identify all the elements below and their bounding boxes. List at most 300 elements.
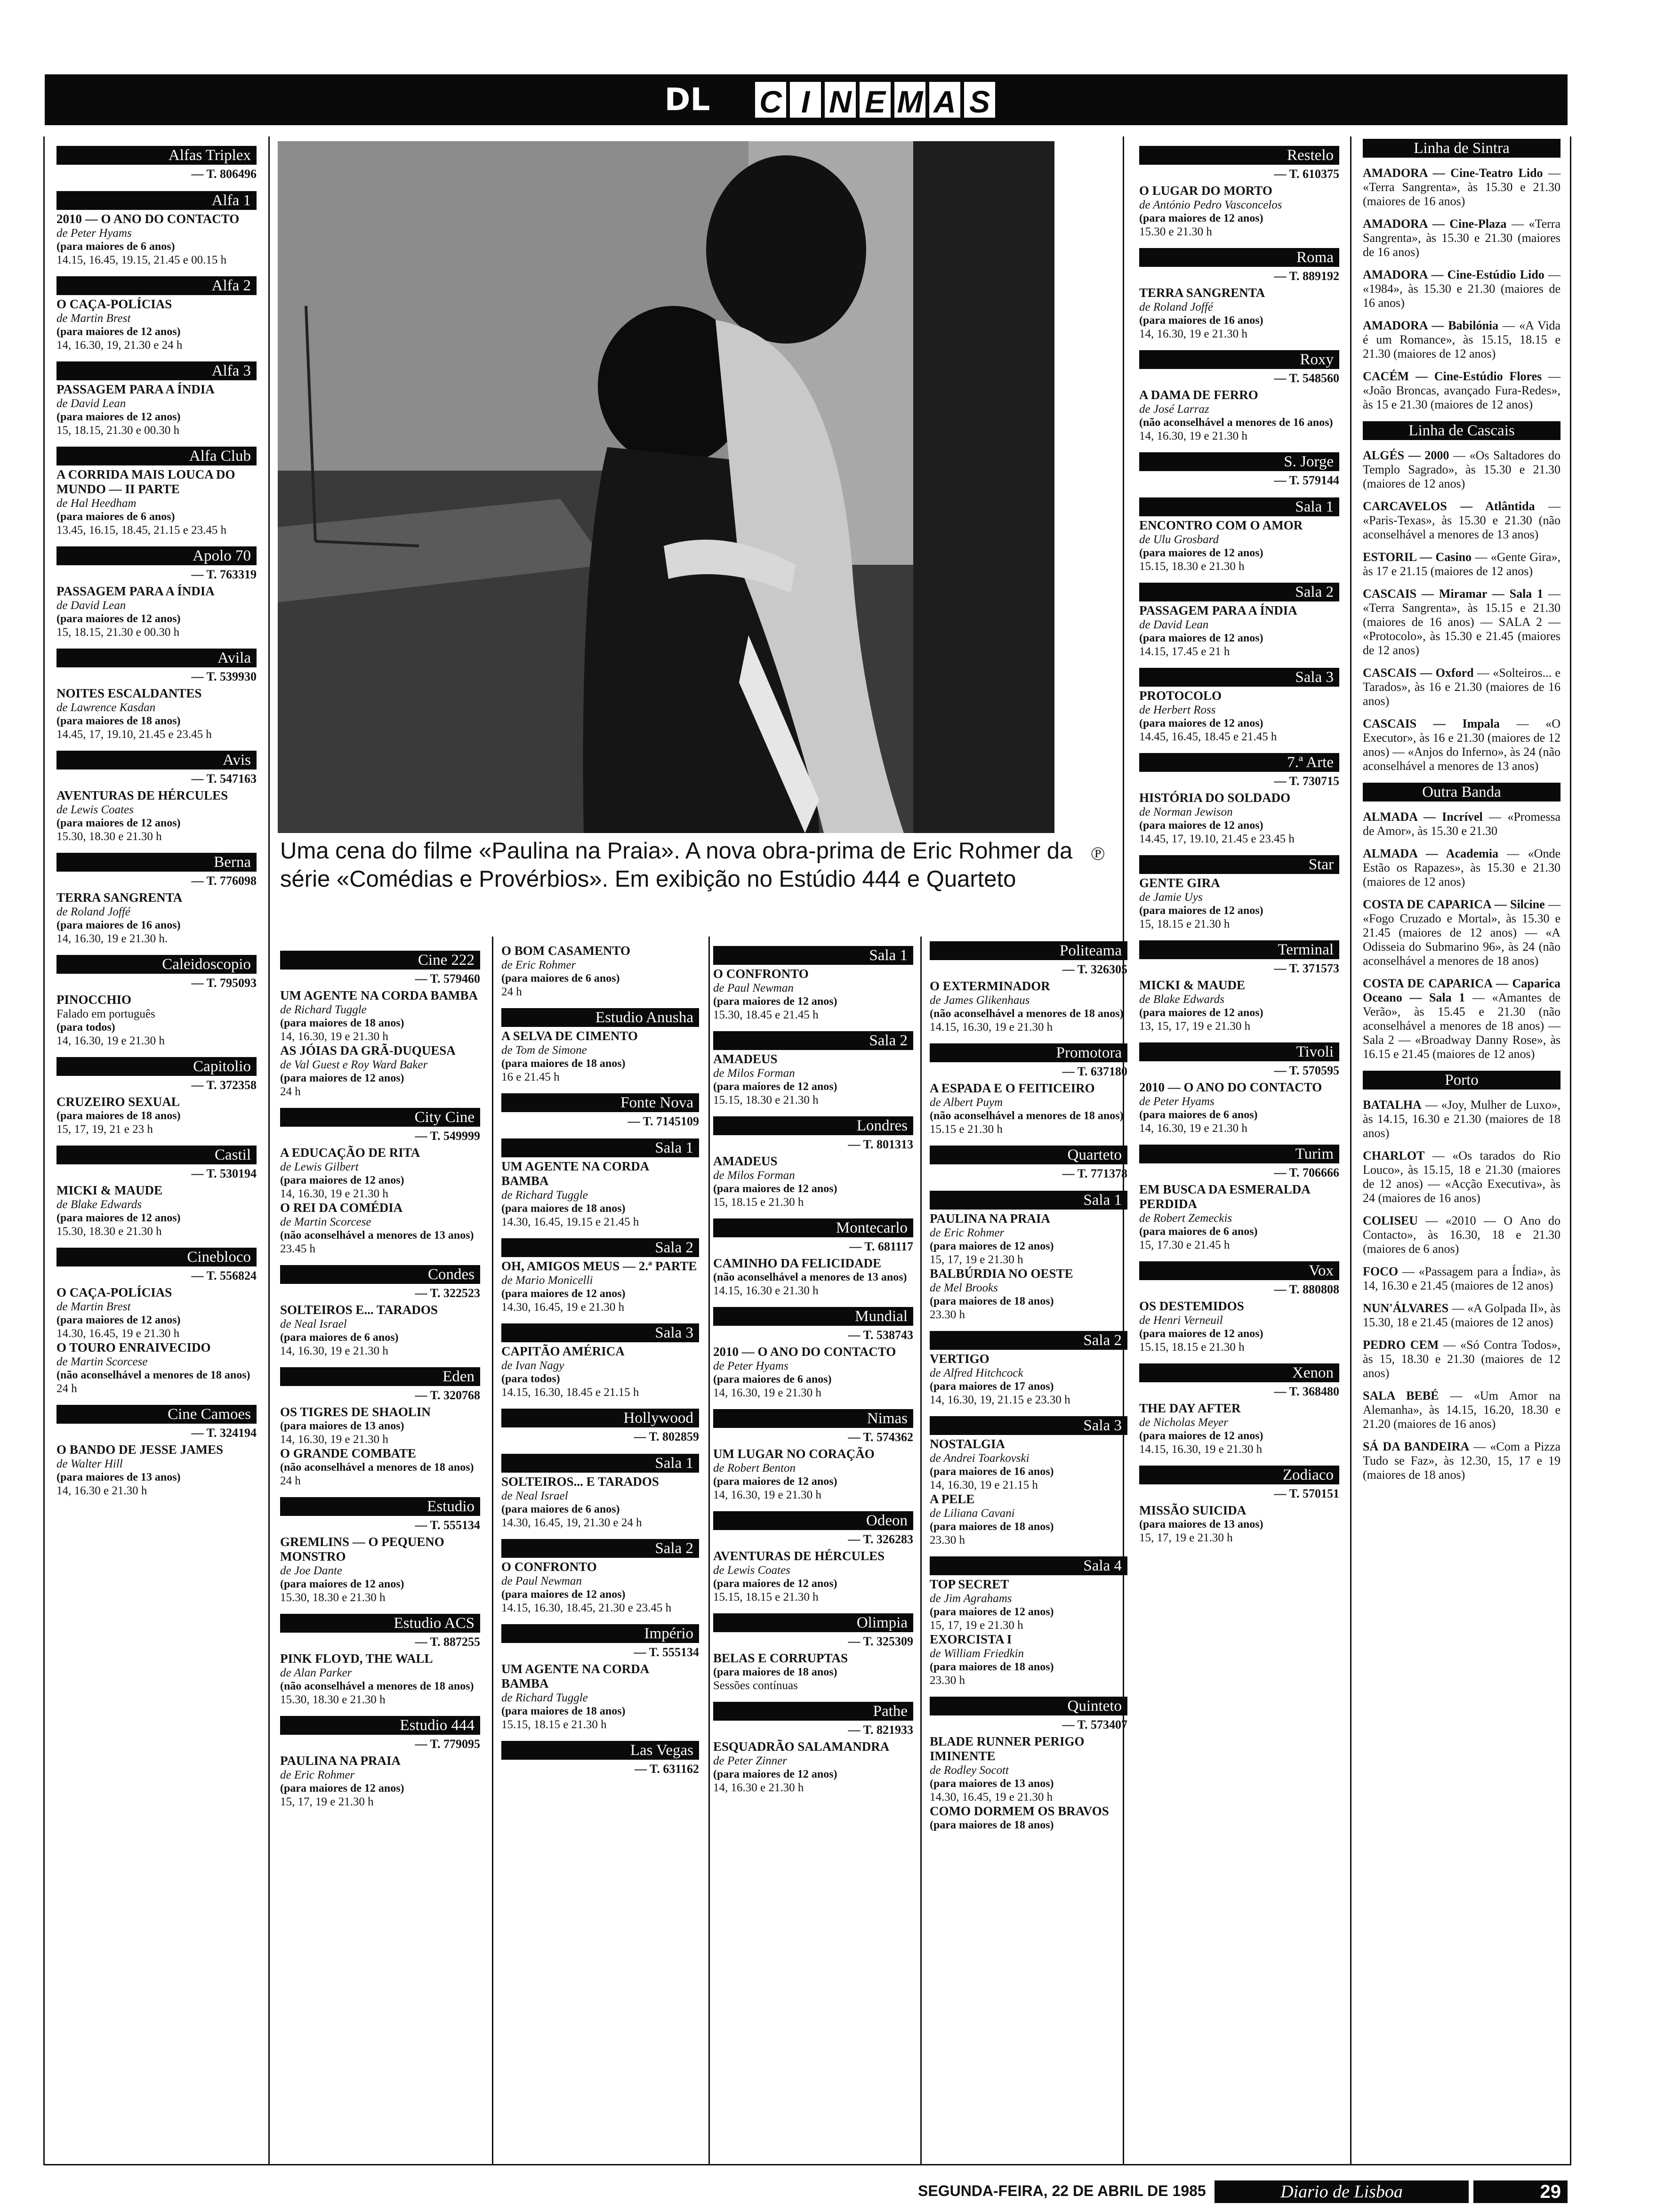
cinema-listing — [501, 1238, 699, 1314]
phone-number: — T. 637180 — [1062, 1065, 1127, 1078]
film-director: de Hal Heedham — [56, 497, 137, 510]
showtimes: 14, 16.30, 19 e 21.30 h — [280, 1030, 388, 1043]
film-title: SOLTEIROS E... TARADOS — [280, 1303, 438, 1317]
film-director: de Blake Edwards — [1139, 993, 1224, 1006]
cinema-listing — [501, 1008, 699, 1084]
phone-number: — T. 368480 — [1274, 1385, 1339, 1398]
film-title: PASSAGEM PARA A ÍNDIA — [1139, 603, 1297, 617]
phone-number: — T. 806496 — [191, 167, 257, 181]
phone-number: — T. 538743 — [848, 1328, 913, 1342]
showtimes: 14, 16.30, 19 e 21.30 h — [1139, 1122, 1247, 1135]
cinema-name-header: Sala 3 — [930, 1416, 1127, 1435]
cinema-listing — [713, 1218, 913, 1298]
venue-name: SÁ DA BANDEIRA — [1363, 1440, 1470, 1453]
title-letter: N — [823, 80, 858, 120]
phone-number: — T. 556824 — [191, 1269, 257, 1282]
phone-number: — T. 779095 — [415, 1737, 480, 1751]
age-classification: (para maiores de 12 anos) — [56, 817, 181, 829]
region-listing — [1363, 217, 1560, 259]
age-classification: (para maiores de 6 anos) — [56, 240, 175, 253]
cinema-listing — [501, 1323, 699, 1399]
venue-program: — «O Executor», às 16 e 21.30 (maiores de 12 anos) — «Anjos do Inferno», às 24 (não aconselhável a menores de 13 anos) — [1363, 717, 1561, 773]
age-classification: (para maiores de 16 anos) — [930, 1466, 1054, 1478]
film-director: de David Lean — [1139, 618, 1209, 631]
age-classification: (para maiores de 6 anos) — [280, 1331, 399, 1344]
phone-number: — T. 549999 — [415, 1129, 480, 1143]
column-rule — [268, 136, 270, 2165]
age-classification: (não aconselhável a menores de 18 anos) — [280, 1680, 474, 1692]
film-title: O BOM CASAMENTO — [501, 944, 631, 958]
film-title: UM AGENTE NA CORDA BAMBA — [501, 1662, 649, 1691]
section-masthead — [45, 74, 1568, 125]
cinema-listing — [713, 1307, 913, 1400]
title-letter: E — [858, 80, 893, 120]
phone-number: — T. 821933 — [848, 1723, 913, 1737]
page-footer — [918, 2180, 1568, 2204]
cinema-name-header: S. Jorge — [1139, 452, 1339, 471]
venue-program: — «Paris-Texas», às 15.30 e 21.30 (não aconselhável a menores de 13 anos) — [1363, 499, 1561, 541]
venue-program: — «Só Contra Todos», às 15, 18.30 e 21.30 (maiores de 12 anos) — [1363, 1338, 1560, 1380]
age-classification: (para maiores de 12 anos) — [56, 613, 181, 625]
film-director: de Lawrence Kasdan — [56, 701, 156, 714]
film-title: CAMINHO DA FELICIDADE — [713, 1256, 882, 1270]
age-classification: (para maiores de 13 anos) — [280, 1420, 404, 1432]
film-title: CAPITÃO AMÉRICA — [501, 1344, 625, 1358]
film-title: UM LUGAR NO CORAÇÃO — [713, 1447, 875, 1461]
cinema-listing — [501, 1539, 699, 1615]
film-director: de Alan Parker — [280, 1667, 352, 1679]
cinema-listing — [56, 546, 257, 639]
film-director: de Tom de Simone — [501, 1044, 587, 1057]
phone-number: — T. 795093 — [191, 976, 257, 990]
film-title: 2010 — O ANO DO CONTACTO — [56, 212, 240, 226]
cinema-listing — [713, 1702, 913, 1795]
venue-name: CASCAIS — Impala — [1363, 717, 1500, 730]
cinema-listing — [713, 1511, 913, 1604]
film-title: TERRA SANGRENTA — [56, 890, 183, 905]
showtimes: 14.15, 16.30, 19 e 21.30 h — [930, 1021, 1053, 1034]
cinema-name-header: Politeama — [930, 941, 1127, 960]
venue-program: — «Terra Sangrenta», às 15.30 e 21.30 (maiores de 16 anos) — [1363, 217, 1561, 259]
film-title: OS DESTEMIDOS — [1139, 1299, 1244, 1313]
cinema-listing — [930, 1556, 1127, 1687]
showtimes: 23.30 h — [930, 1674, 965, 1687]
venue-program: — «Com a Pizza Tudo se Faz», às 12.30, 15, 17 e 19 (maiores de 18 anos) — [1363, 1440, 1560, 1482]
age-classification: (para maiores de 12 anos) — [1139, 1007, 1263, 1019]
showtimes: 15, 17, 19 e 21.30 h — [930, 1619, 1023, 1632]
cinema-name-header: Estudio — [280, 1497, 480, 1516]
age-classification: (para maiores de 12 anos) — [280, 1174, 404, 1186]
age-classification: (para maiores de 18 anos) — [501, 1202, 626, 1215]
film-director: de Peter Hyams — [1139, 1095, 1215, 1108]
venue-name: BATALHA — [1363, 1098, 1422, 1112]
cinema-name-header: Promotora — [930, 1043, 1127, 1062]
cinema-name-header: Star — [1139, 855, 1339, 874]
venue-name: CACÉM — Cine-Estúdio Flores — [1363, 369, 1542, 383]
cinema-listing — [713, 1116, 913, 1209]
film-director: de Albert Puym — [930, 1096, 1003, 1109]
cinema-listing — [280, 1108, 480, 1256]
cinema-name-header: Estudio Anusha — [501, 1008, 699, 1027]
cinema-name-header: Hollywood — [501, 1409, 699, 1427]
cinema-name-header: Terminal — [1139, 940, 1339, 959]
cinema-listing — [280, 1497, 480, 1604]
cinema-name-header: Sala 4 — [930, 1556, 1127, 1575]
cinema-listing — [1139, 1466, 1339, 1545]
film-director: de Paul Newman — [501, 1575, 582, 1587]
showtimes: 13.45, 16.15, 18.45, 21.15 e 23.45 h — [56, 524, 227, 537]
cinema-name-header: Sala 2 — [501, 1238, 699, 1257]
column-rule — [492, 937, 493, 2165]
venue-name: COSTA DE CAPARICA — Silcine — [1363, 898, 1545, 911]
phone-number: — T. 326283 — [848, 1532, 913, 1546]
cinema-listing — [1139, 583, 1339, 658]
cinema-name-header: Alfas Triplex — [56, 146, 257, 165]
column-lisbon-a — [56, 146, 257, 1507]
copyright-icon: ℗ — [1091, 843, 1105, 864]
venue-program: — «A Golpada II», às 15.30, 18 e 21.45 (maiores de 12 anos) — [1363, 1301, 1560, 1329]
film-title: PROTOCOLO — [1139, 689, 1222, 703]
venue-name: PEDRO CEM — [1363, 1338, 1439, 1352]
film-director: de Andrei Toarkovski — [930, 1452, 1030, 1465]
showtimes: 14.30, 16.45, 19, 21.30 e 24 h — [501, 1516, 642, 1529]
showtimes: 15.30 e 21.30 h — [1139, 225, 1212, 238]
cinema-name-header: Sala 2 — [1139, 583, 1339, 601]
film-title: BELAS E CORRUPTAS — [713, 1651, 848, 1665]
venue-name: AMADORA — Cine-Plaza — [1363, 217, 1507, 231]
cinema-listing — [56, 1405, 257, 1498]
phone-number: — T. 631162 — [634, 1762, 699, 1776]
phone-number: — T. 771378 — [1062, 1167, 1127, 1180]
phone-number: — T. 763319 — [191, 568, 257, 581]
film-director: de Martin Brest — [56, 312, 131, 325]
film-note: Falado em português — [56, 1008, 155, 1020]
phone-number: — T. 555134 — [415, 1518, 480, 1532]
region-section — [1363, 783, 1560, 1061]
venue-program: — «A Vida é um Romance», às 15.15, 18.15 e 21.30 (maiores de 12 anos) — [1363, 319, 1560, 361]
film-director: de Robert Benton — [713, 1462, 796, 1475]
cinema-name-header: Eden — [280, 1367, 480, 1386]
section-title — [753, 80, 997, 120]
cinema-listing — [501, 1624, 699, 1731]
film-director: de Henri Verneuil — [1139, 1314, 1223, 1327]
film-title: O REI DA COMÉDIA — [280, 1201, 403, 1215]
showtimes: 14, 16.30, 19 e 21.30 h — [1139, 328, 1247, 340]
age-classification: (não aconselhável a menores de 16 anos) — [1139, 417, 1333, 429]
film-still-photo — [278, 141, 1054, 833]
phone-number: — T. 880808 — [1274, 1282, 1339, 1296]
cinema-listing — [501, 1741, 699, 1777]
film-director: de Roland Joffé — [56, 906, 130, 918]
age-classification: (não aconselhável a menores de 18 anos) — [930, 1110, 1124, 1122]
film-title: BALBÚRDIA NO OESTE — [930, 1266, 1073, 1281]
film-title: O BANDO DE JESSE JAMES — [56, 1443, 224, 1457]
venue-program: — «Terra Sangrenta», às 15.15 e 21.30 (maiores de 16 anos) — SALA 2 — «Protocolo», às 15.30 e 21.45 (maiores de 12 anos) — [1363, 587, 1561, 657]
showtimes: 24 h — [501, 986, 522, 998]
cinema-listing — [1139, 1145, 1339, 1252]
film-title: A PELE — [930, 1492, 975, 1506]
cinema-name-header: Império — [501, 1624, 699, 1643]
age-classification: (para maiores de 6 anos) — [1139, 1226, 1258, 1238]
cinema-name-header: Nimas — [713, 1409, 913, 1428]
film-director: de Neal Israel — [280, 1318, 347, 1330]
showtimes: 15.15 e 21.30 h — [930, 1123, 1003, 1136]
showtimes: 14, 16.30, 19 e 21.30 h — [713, 1489, 821, 1501]
phone-number: — T. 573407 — [1062, 1718, 1127, 1731]
age-classification: (para maiores de 12 anos) — [930, 1606, 1054, 1618]
film-title: 2010 — O ANO DO CONTACTO — [1139, 1080, 1322, 1094]
age-classification: (para maiores de 18 anos) — [930, 1819, 1054, 1831]
column-rule — [43, 136, 45, 2165]
film-director: de Jim Agrahams — [930, 1592, 1012, 1605]
showtimes: 15.30, 18.45 e 21.45 h — [713, 1009, 819, 1021]
phone-number: — T. 801313 — [848, 1138, 913, 1151]
film-director: de Lewis Gilbert — [280, 1161, 359, 1173]
venue-name: AMADORA — Cine-Teatro Lido — [1363, 166, 1543, 180]
age-classification: (para maiores de 18 anos) — [713, 1666, 837, 1678]
venue-program: — «Joy, Mulher de Luxo», às 14.15, 16.30 e 21.30 (maiores de 18 anos) — [1363, 1098, 1560, 1140]
film-title: A EDUCAÇÃO DE RITA — [280, 1146, 420, 1160]
venue-name: ALMADA — Incrível — [1363, 810, 1483, 824]
age-classification: (para maiores de 12 anos) — [1139, 819, 1263, 832]
cinema-listing — [56, 146, 257, 182]
cinema-listing — [56, 361, 257, 437]
venue-program: — «Terra Sangrenta», às 15.30 e 21.30 (maiores de 16 anos) — [1363, 166, 1560, 208]
age-classification: (para maiores de 6 anos) — [501, 1503, 620, 1515]
showtimes: 14, 16.30, 19 e 21.30 h — [280, 1433, 388, 1446]
region-listing — [1363, 1440, 1560, 1482]
film-director: de Joe Dante — [280, 1564, 342, 1577]
cinema-listing — [1139, 452, 1339, 488]
film-title: ENCONTRO COM O AMOR — [1139, 518, 1303, 532]
cinema-listing — [56, 1146, 257, 1238]
film-title: O CAÇA-POLÍCIAS — [56, 297, 172, 311]
age-classification: (para maiores de 12 anos) — [1139, 547, 1263, 559]
region-listing — [1363, 1301, 1560, 1330]
region-listing — [1363, 1265, 1560, 1293]
age-classification: (para maiores de 18 anos) — [930, 1661, 1054, 1673]
film-director: de Richard Tuggle — [501, 1189, 588, 1202]
cinema-name-header: Estudio 444 — [280, 1716, 480, 1735]
showtimes: 14, 16.30 e 21.30 h — [713, 1781, 804, 1794]
age-classification: (não aconselhável a menores de 18 anos) — [280, 1461, 474, 1474]
age-classification: (para maiores de 18 anos) — [930, 1521, 1054, 1533]
phone-number: — T. 530194 — [191, 1167, 257, 1180]
age-classification: (para maiores de 18 anos) — [56, 715, 181, 727]
showtimes: 15.30, 18.30 e 21.30 h — [280, 1693, 386, 1706]
age-classification: (para maiores de 12 anos) — [56, 1314, 181, 1326]
showtimes: 14, 16.30, 19 e 21.30 h — [280, 1187, 388, 1200]
phone-number: — T. 802859 — [634, 1430, 699, 1443]
age-classification: (não aconselhável a menores de 13 anos) — [713, 1271, 907, 1283]
cinema-name-header: Cine 222 — [280, 951, 480, 970]
venue-program: — «Passagem para a Índia», às 14, 16.30 e 21.45 (maiores de 12 anos) — [1363, 1265, 1560, 1292]
age-classification: (para maiores de 12 anos) — [1139, 212, 1263, 224]
cinema-listing — [56, 955, 257, 1048]
film-title: UM AGENTE NA CORDA BAMBA — [501, 1159, 649, 1188]
film-title: SOLTEIROS... E TARADOS — [501, 1475, 659, 1489]
cinema-name-header: Sala 1 — [501, 1454, 699, 1473]
region-listing — [1363, 1389, 1560, 1431]
showtimes: 15, 18.15, 21.30 e 00.30 h — [56, 626, 180, 639]
film-title: PASSAGEM PARA A ÍNDIA — [56, 382, 215, 396]
film-director: de Val Guest e Roy Ward Baker — [280, 1058, 428, 1071]
showtimes: 14, 16.30, 19 e 21.30 h — [280, 1345, 388, 1357]
age-classification: (para todos) — [501, 1373, 560, 1385]
cinema-listing — [713, 1409, 913, 1502]
cinema-name-header: Xenon — [1139, 1363, 1339, 1382]
cinema-name-header: Londres — [713, 1116, 913, 1135]
cinema-listing — [930, 1697, 1127, 1832]
age-classification: (para maiores de 12 anos) — [501, 1288, 626, 1300]
film-director: de David Lean — [56, 397, 126, 410]
showtimes: 15, 17.30 e 21.45 h — [1139, 1239, 1230, 1251]
cinema-listing — [1139, 248, 1339, 341]
age-classification: (para maiores de 12 anos) — [280, 1782, 404, 1795]
venue-name: ALMADA — Academia — [1363, 847, 1498, 860]
cinema-listing — [930, 1191, 1127, 1322]
venue-program: — «Um Amor na Alemanha», às 14.15, 16.20, 18.30 e 21.20 (maiores de 16 anos) — [1363, 1389, 1560, 1431]
cinema-name-header: Castil — [56, 1146, 257, 1164]
showtimes: 14.30, 16.45, 19 e 21.30 h — [501, 1301, 625, 1314]
phone-number: — T. 889192 — [1274, 269, 1339, 283]
showtimes: 16 e 21.45 h — [501, 1071, 560, 1083]
film-director: de Paul Newman — [713, 982, 794, 994]
film-director: de Robert Zemeckis — [1139, 1212, 1232, 1225]
showtimes: 24 h — [280, 1085, 301, 1098]
venue-name: COLISEU — [1363, 1214, 1418, 1227]
age-classification: (para maiores de 12 anos) — [1139, 1430, 1263, 1442]
photo-caption: Uma cena do filme «Paulina na Praia». A nova obra-prima de Eric Rohmer da série «Comédias e Provérbios». Em exibição no Estúdio 444 e Quarteto — [280, 838, 1073, 892]
phone-number: — T. 574362 — [848, 1430, 913, 1444]
cinema-listing — [1139, 1042, 1339, 1135]
cinema-name-header: Cine Camoes — [56, 1405, 257, 1424]
venue-name: FOCO — [1363, 1265, 1399, 1278]
film-director: de José Larraz — [1139, 403, 1209, 416]
phone-number: — T. 570151 — [1274, 1487, 1339, 1500]
region-listing — [1363, 847, 1560, 889]
venue-name: CARCAVELOS — Atlântida — [1363, 499, 1535, 513]
cinema-listing — [280, 1614, 480, 1707]
cinema-listing — [930, 1331, 1127, 1407]
venue-program: — «Gente Gira», às 17 e 21.15 (maiores de 12 anos) — [1363, 550, 1561, 578]
showtimes: 15, 17, 19 e 21.30 h — [930, 1253, 1023, 1266]
phone-number: — T. 555134 — [634, 1645, 699, 1659]
cinema-name-header: 7.ª Arte — [1139, 753, 1339, 772]
cinema-listing — [930, 1146, 1127, 1181]
film-director: de Milos Forman — [713, 1067, 795, 1080]
phone-number: — T. 610375 — [1274, 167, 1339, 181]
showtimes: 23.45 h — [280, 1242, 315, 1255]
age-classification: (para maiores de 12 anos) — [1139, 717, 1263, 729]
film-director: de Martin Scorcese — [280, 1216, 371, 1228]
cinema-listing — [1139, 146, 1339, 239]
showtimes: 15.30, 18.30 e 21.30 h — [56, 1225, 162, 1238]
film-title: UM AGENTE NA CORDA BAMBA — [280, 988, 478, 1002]
venue-program: — «Os Saltadores do Templo Sagrado», às 15.30 e 21.30 (maiores de 12 anos) — [1363, 449, 1560, 490]
film-director: de Ulu Grosbard — [1139, 533, 1219, 546]
cinema-listing — [713, 946, 913, 1022]
title-letter: M — [893, 80, 927, 120]
cinema-name-header: Avis — [56, 751, 257, 769]
column-lisbon-f — [713, 946, 913, 1804]
cinema-listing — [501, 1093, 699, 1129]
film-title: ESQUADRÃO SALAMANDRA — [713, 1739, 890, 1754]
cinema-listing — [280, 951, 480, 1098]
phone-number: — T. 579144 — [1274, 473, 1339, 487]
title-letter: C — [753, 80, 788, 120]
film-director: de William Friedkin — [930, 1647, 1024, 1660]
showtimes: 14.15, 16.30, 18.45 e 21.15 h — [501, 1386, 639, 1399]
showtimes: 15, 18.15, 21.30 e 00.30 h — [56, 424, 180, 437]
film-title: THE DAY AFTER — [1139, 1401, 1241, 1415]
cinema-listing — [280, 1265, 480, 1358]
showtimes: 14.45, 16.45, 18.45 e 21.45 h — [1139, 730, 1277, 743]
showtimes: 24 h — [56, 1382, 77, 1395]
cinema-name-header: Quarteto — [930, 1146, 1127, 1164]
film-title: GENTE GIRA — [1139, 876, 1220, 890]
showtimes: 14.45, 17, 19.10, 21.45 e 23.45 h — [1139, 833, 1295, 845]
newspaper-logo-icon: DL — [664, 81, 710, 118]
film-title: A SELVA DE CIMENTO — [501, 1029, 638, 1043]
film-director: de Eric Rohmer — [280, 1769, 355, 1781]
film-title: A ESPADA E O FEITICEIRO — [930, 1081, 1095, 1095]
film-director: de Roland Joffé — [1139, 301, 1213, 313]
column-rule — [920, 937, 922, 2165]
showtimes: 15.15, 18.15 e 21.30 h — [713, 1591, 819, 1603]
showtimes: 15.15, 18.15 e 21.30 h — [1139, 1341, 1245, 1354]
film-title: 2010 — O ANO DO CONTACTO — [713, 1345, 896, 1359]
showtimes: 14.30, 16.45, 19 e 21.30 h — [930, 1791, 1053, 1803]
venue-name: SALA BEBÉ — [1363, 1389, 1439, 1403]
film-title: AVENTURAS DE HÉRCULES — [56, 788, 228, 802]
column-rule — [1350, 136, 1351, 2165]
age-classification: (para maiores de 12 anos) — [713, 1183, 837, 1195]
showtimes: 23.30 h — [930, 1534, 965, 1547]
film-title: O EXTERMINADOR — [930, 979, 1050, 993]
title-letter: I — [788, 80, 823, 120]
cinema-name-header: Quinteto — [930, 1697, 1127, 1715]
venue-name: NUN'ÁLVARES — [1363, 1301, 1449, 1315]
cinema-name-header: Sala 3 — [501, 1323, 699, 1342]
venue-program: — «Fogo Cruzado e Mortal», às 15.30 e 21.45 (maiores de 12 anos) — «A Odisseia do Submarino 96», às 24 (não aconselhável a menores de 18 anos) — [1363, 898, 1561, 968]
film-title: MICKI & MAUDE — [56, 1183, 162, 1197]
showtimes: 14.15, 16.45, 19.15, 21.45 e 00.15 h — [56, 254, 227, 266]
film-director: de António Pedro Vasconcelos — [1139, 199, 1282, 211]
age-classification: (para maiores de 12 anos) — [1139, 1328, 1263, 1340]
age-classification: (para maiores de 12 anos) — [56, 1212, 181, 1224]
phone-number: — T. 887255 — [415, 1635, 480, 1649]
cinema-listing — [56, 853, 257, 946]
cinema-listing — [1139, 1261, 1339, 1354]
age-classification: (para maiores de 12 anos) — [280, 1072, 404, 1084]
film-title: O CAÇA-POLÍCIAS — [56, 1285, 172, 1299]
age-classification: (para maiores de 12 anos) — [713, 1578, 837, 1590]
film-director: de Eric Rohmer — [501, 959, 576, 971]
cinema-listing — [501, 944, 699, 999]
film-still-illustration — [278, 141, 1054, 833]
film-title: TOP SECRET — [930, 1577, 1009, 1591]
title-letter: S — [962, 80, 997, 120]
film-director: de David Lean — [56, 599, 126, 612]
phone-number: — T. 371573 — [1274, 962, 1339, 975]
cinema-listing — [501, 1409, 699, 1444]
cinema-listing — [1139, 753, 1339, 846]
age-classification: (para maiores de 16 anos) — [56, 919, 181, 931]
film-title: GREMLINS — O PEQUENO MONSTRO — [280, 1535, 444, 1563]
film-title: PINOCCHIO — [56, 993, 132, 1007]
age-classification: (não aconselhável a menores de 18 anos) — [930, 1008, 1124, 1020]
